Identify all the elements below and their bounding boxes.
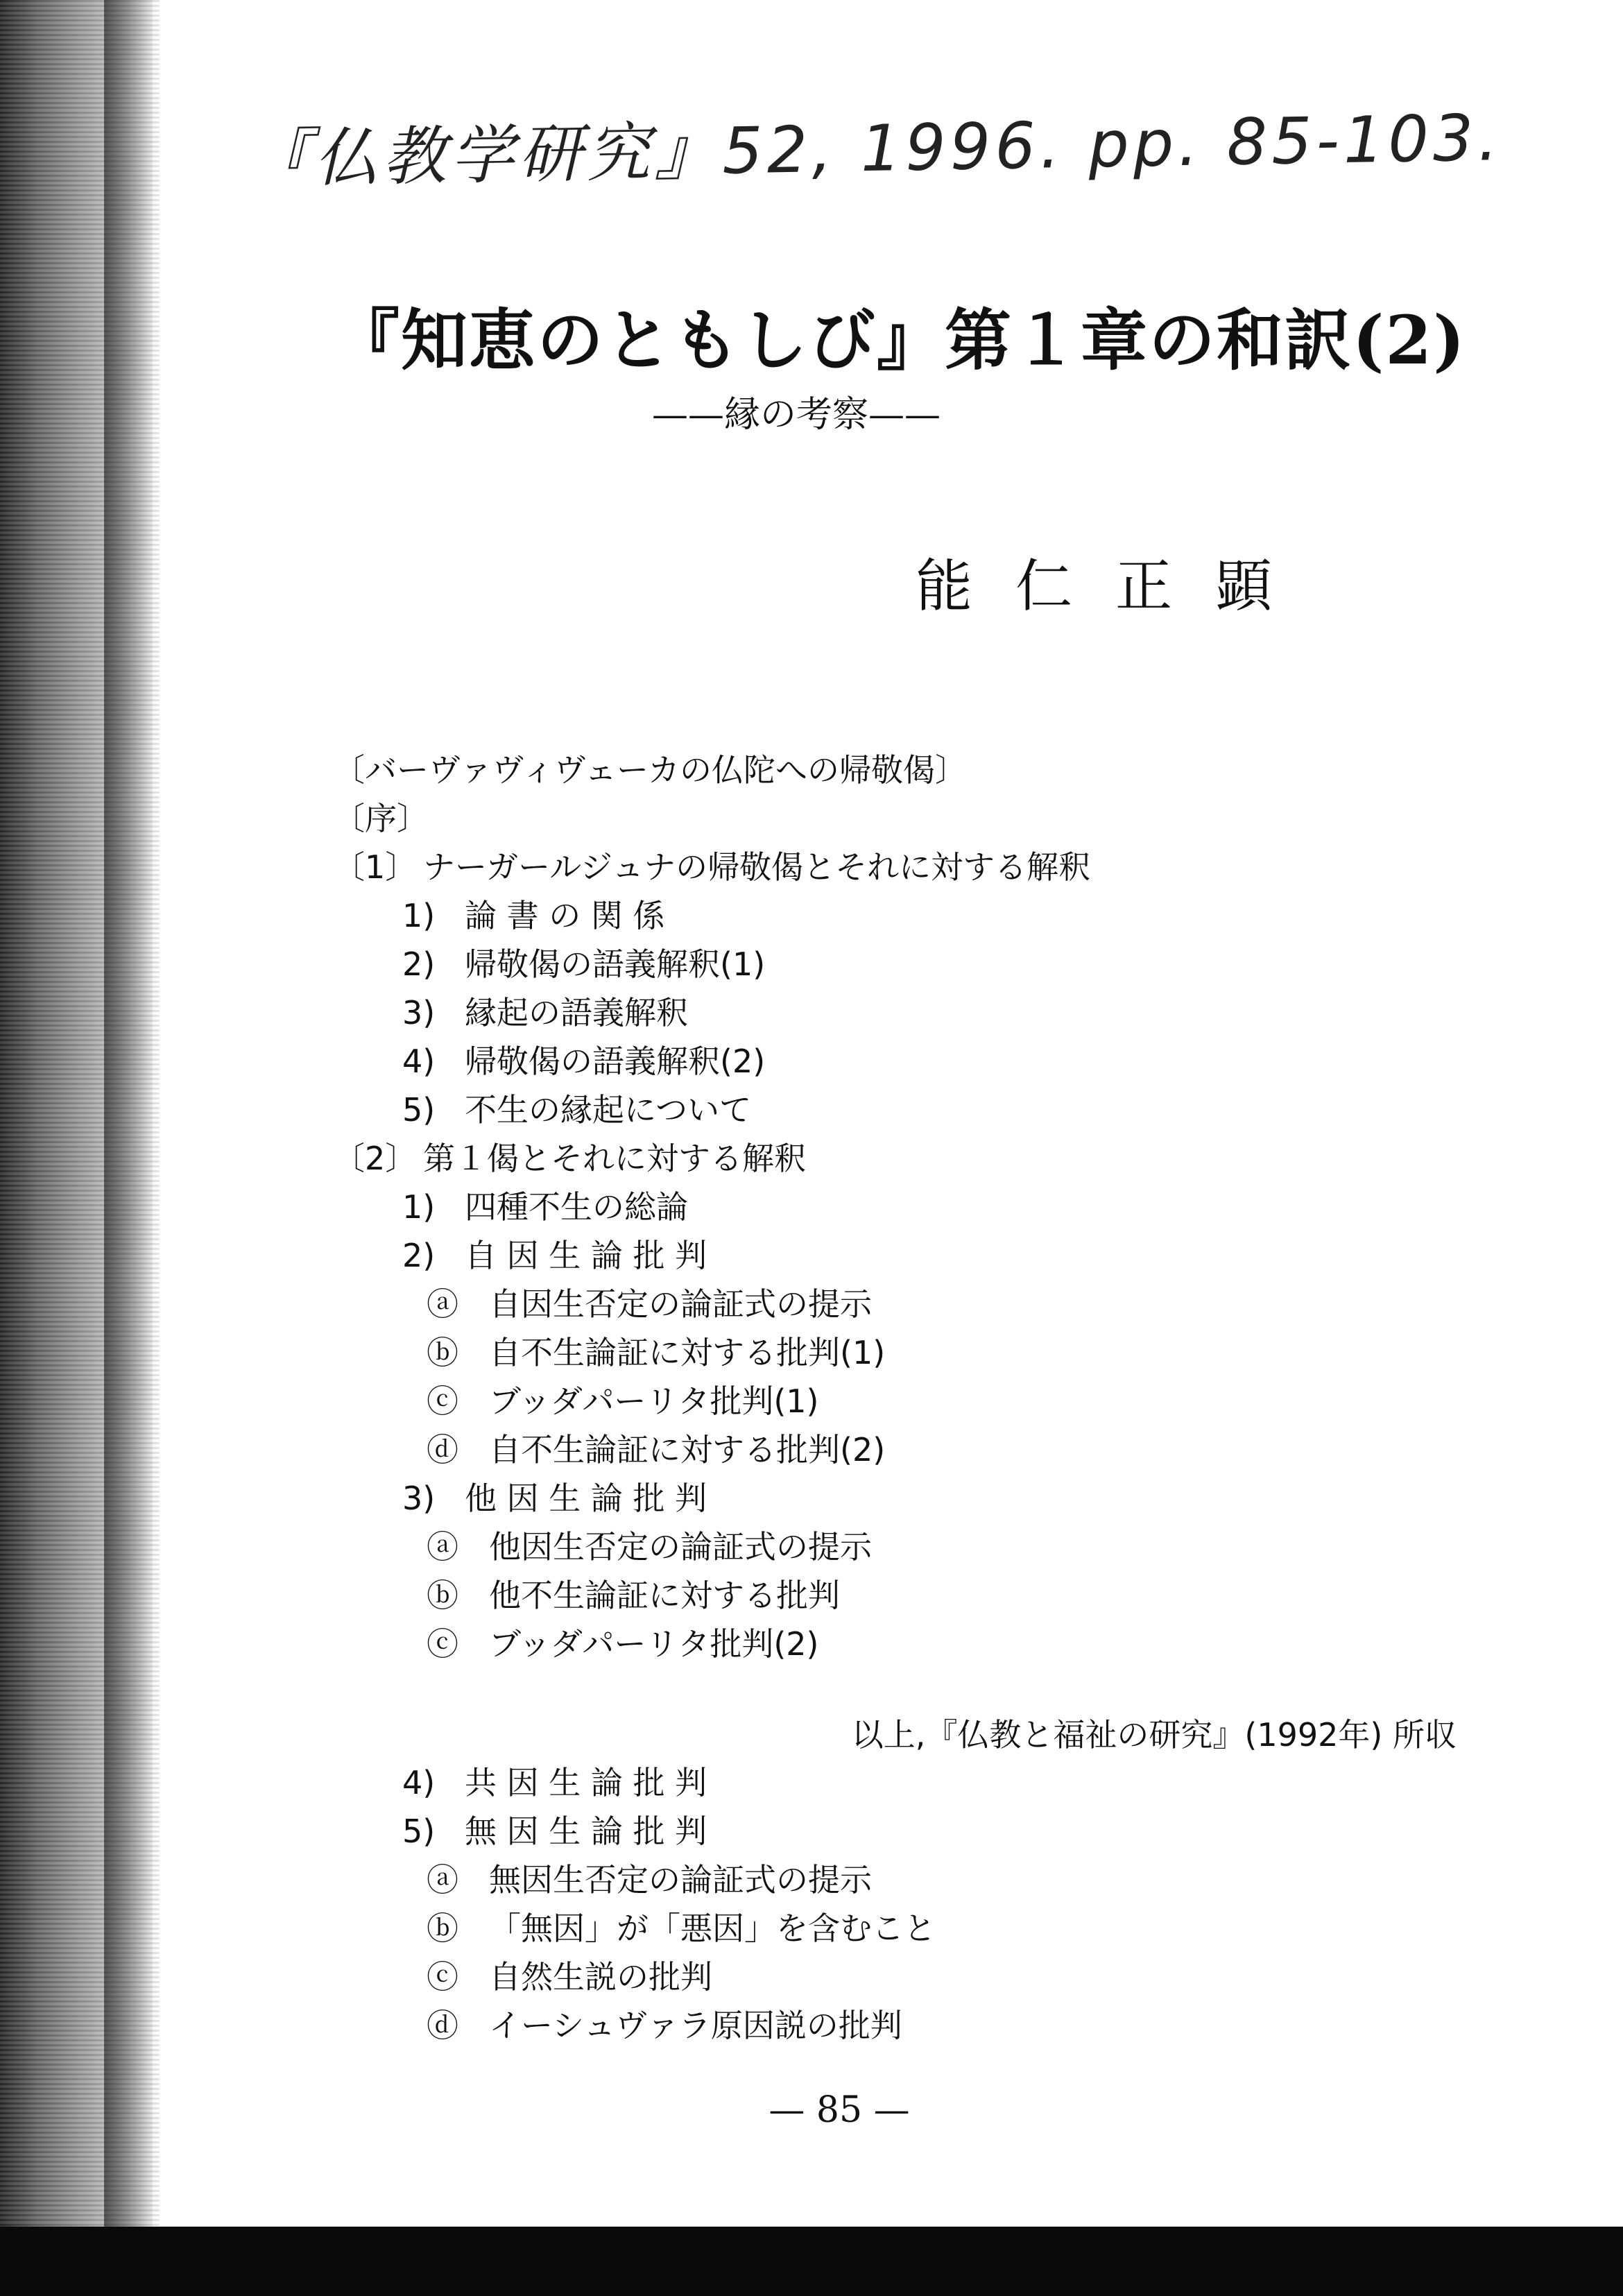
toc-number: ⓒ <box>427 1382 458 1420</box>
toc-number: ⓒ <box>427 1958 458 1996</box>
toc-entry <box>402 1810 707 1852</box>
toc-text: ブッダパーリタ批判(1) <box>489 1382 819 1420</box>
toc-number: 2) <box>402 945 436 983</box>
toc-entry <box>333 798 429 839</box>
toc-text: 帰敬偈の語義解釈(1) <box>465 945 766 983</box>
toc-entry <box>427 1380 818 1422</box>
toc-number: 1) <box>402 1188 436 1226</box>
toc-number: 〔2〕 <box>333 1140 418 1177</box>
toc-number: ⓒ <box>427 1625 458 1663</box>
toc-text: 「無因」が「悪因」を含むこと <box>489 1910 936 1947</box>
toc-entry <box>402 1089 751 1131</box>
toc-text: 共 因 生 論 批 判 <box>465 1764 707 1801</box>
toc-number: ⓑ <box>427 1910 458 1947</box>
article-title: 『知恵のともしび』第１章の和訳(2) <box>333 301 1466 379</box>
toc-number: ⓐ <box>427 1285 458 1323</box>
toc-entry <box>402 1235 707 1276</box>
toc-entry <box>427 1429 885 1471</box>
toc-entry <box>427 1956 712 1998</box>
toc-number: 4) <box>402 1764 436 1801</box>
toc-text: ブッダパーリタ批判(2) <box>489 1625 819 1663</box>
toc-text: 無 因 生 論 批 判 <box>465 1813 707 1850</box>
toc-text: 帰敬偈の語義解釈(2) <box>465 1043 766 1080</box>
toc-number: 3) <box>402 994 436 1031</box>
toc-entry <box>427 1859 872 1901</box>
toc-entry <box>333 1138 806 1179</box>
toc-number: 2) <box>402 1237 436 1274</box>
toc-text: 他因生否定の論証式の提示 <box>489 1528 872 1566</box>
toc-number: ⓐ <box>427 1528 458 1566</box>
toc-number: 3) <box>402 1480 436 1517</box>
page-number: — 85 — <box>768 2089 910 2131</box>
toc-text: 〔バーヴァヴィヴェーカの仏陀への帰敬偈〕 <box>333 751 968 789</box>
toc-text: 第１偈とそれに対する解釈 <box>423 1140 806 1177</box>
toc-text: 不生の縁起について <box>465 1091 752 1129</box>
toc-text: 縁起の語義解釈 <box>465 994 688 1031</box>
toc-number: 4) <box>402 1043 436 1080</box>
article-author: 能仁正顕 <box>916 554 1316 619</box>
toc-entry <box>402 1762 707 1804</box>
toc-entry <box>333 846 1090 888</box>
toc-number: 5) <box>402 1091 436 1129</box>
article-subtitle: ——縁の考察—— <box>652 394 941 436</box>
toc-text: 四種不生の総論 <box>465 1188 688 1226</box>
toc-entry <box>427 1575 840 1616</box>
toc-text: 自因生否定の論証式の提示 <box>489 1285 872 1323</box>
toc-text: 無因生否定の論証式の提示 <box>489 1861 872 1899</box>
toc-entry <box>427 1908 936 1949</box>
toc-text: 他不生論証に対する批判 <box>489 1577 840 1614</box>
toc-text: 自然生説の批判 <box>489 1958 712 1996</box>
toc-number: ⓓ <box>427 1431 458 1468</box>
toc-number: ⓑ <box>427 1577 458 1614</box>
toc-text: 〔序〕 <box>333 800 429 837</box>
toc-entry <box>427 1283 872 1325</box>
toc-text: 他 因 生 論 批 判 <box>465 1480 707 1517</box>
scan-gutter <box>104 0 153 2296</box>
toc-text: イーシュヴァラ原因説の批判 <box>489 2007 902 2044</box>
toc-number: 1) <box>402 897 436 934</box>
scan-bottom-edge <box>0 2227 1623 2296</box>
toc-number: ⓐ <box>427 1861 458 1899</box>
toc-entry <box>402 1186 688 1228</box>
toc-number: 〔1〕 <box>333 848 418 886</box>
toc-entry <box>427 2005 902 2046</box>
toc-entry <box>427 1526 872 1568</box>
toc-text: 自 因 生 論 批 判 <box>465 1237 707 1274</box>
toc-text: 論 書 の 関 係 <box>465 897 665 934</box>
toc-number: 5) <box>402 1813 436 1850</box>
toc-entry <box>427 1623 818 1665</box>
toc-entry <box>402 943 765 985</box>
publication-note: 以上,『仏教と福祉の研究』(1992年) 所収 <box>851 1716 1457 1754</box>
toc-entry <box>402 992 688 1034</box>
toc-number: ⓑ <box>427 1334 458 1371</box>
toc-entry <box>402 895 665 936</box>
handwritten-citation: 『仏教学研究』52, 1996. pp. 85-103. <box>246 100 1503 197</box>
toc-text: ナーガールジュナの帰敬偈とそれに対する解釈 <box>423 848 1091 886</box>
toc-text: 自不生論証に対する批判(1) <box>489 1334 886 1371</box>
toc-entry <box>333 749 967 791</box>
toc-text: 自不生論証に対する批判(2) <box>489 1431 886 1468</box>
toc-entry <box>402 1477 707 1519</box>
toc-number: ⓓ <box>427 2007 458 2044</box>
toc-entry <box>427 1332 885 1373</box>
toc-entry <box>402 1040 765 1082</box>
